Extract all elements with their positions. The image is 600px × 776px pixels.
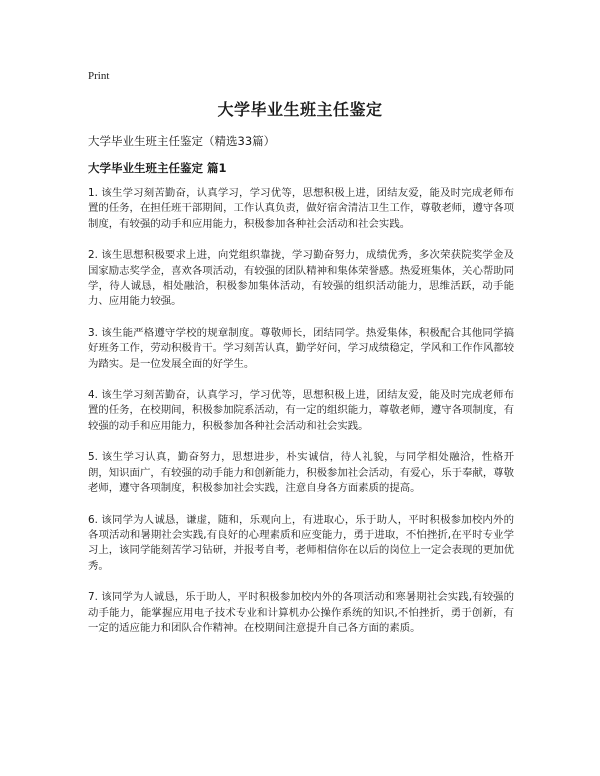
print-link[interactable]: Print	[88, 70, 110, 82]
paragraph-2: 2. 该生思想积极要求上进，向党组织靠拢，学习勤奋努力，成绩优秀，多次荣获院奖学金及国家励志奖学金，喜欢各项活动，有较强的团队精神和集体荣誉感。热爱班集体，关心帮助同学，待人诚恳，相处融洽，积极参加集体活动，有较强的组织活动能力，思维活跃，动手能力、应用能力较强。	[88, 249, 515, 308]
document-subtitle: 大学毕业生班主任鉴定（精选33篇）	[88, 134, 276, 148]
page-title: 大学毕业生班主任鉴定	[217, 100, 383, 119]
paragraph-7: 7. 该同学为人诚恳，乐于助人，平时积极参加校内外的各项活动和寒暑期社会实践,有较强的动手能力，能掌握应用电子技术专业和计算机办公操作系统的知识,不怕挫折，勇于创新，有一定的适应能力和团队合作精神。在校期间注意提升自己各方面的素质。	[88, 591, 514, 634]
paragraph-6: 6. 该同学为人诚恳，谦虚，随和，乐观向上，有进取心，乐于助人，平时积极参加校内外的各项活动和暑期社会实践,有良好的心理素质和应变能力，勇于进取，不怕挫折,在平时专业学习上，该同学能刻苦学习钻研，并报考自考，老师相信你在以后的岗位上一定会表现的更加优秀。	[88, 513, 515, 572]
paragraph-3: 3. 该生能严格遵守学校的规章制度。尊敬师长，团结同学。热爱集体，积极配合其他同学搞好班务工作，劳动积极肯干。学习刻苦认真，勤学好问，学习成绩稳定，学风和工作作风都较为踏实。是一位发展全面的好学生。	[88, 326, 515, 370]
section-heading: 大学毕业生班主任鉴定 篇1	[88, 161, 227, 175]
paragraph-list	[88, 186, 514, 652]
paragraph-5: 5. 该生学习认真，勤奋努力，思想进步，朴实诚信，待人礼貌，与同学相处融洽，性格开朗，知识面广，有较强的动手能力和创新能力，积极参加社会活动，有爱心，乐于奉献，尊敬老师，遵守各项制度，积极参加社会实践，注意自身各方面素质的提高。	[88, 451, 515, 495]
paragraph-4: 4. 该生学习刻苦勤奋，认真学习，学习优等，思想积极上进，团结友爱，能及时完成老师布置的任务，在校期间，积极参加院系活动，有一定的组织能力，尊敬老师，遵守各项制度，有较强的动手和应用能力，积极参加各种社会活动和社会实践。	[88, 389, 515, 432]
paragraph-1: 1. 该生学习刻苦勤奋，认真学习，学习优等，思想积极上进，团结友爱，能及时完成老师布置的任务，在担任班干部期间，工作认真负责，做好宿舍清洁卫生工作，尊敬老师，遵守各项制度，有较强的动手和应用能力，积极参加各种社会活动和社会实践。	[88, 187, 515, 230]
